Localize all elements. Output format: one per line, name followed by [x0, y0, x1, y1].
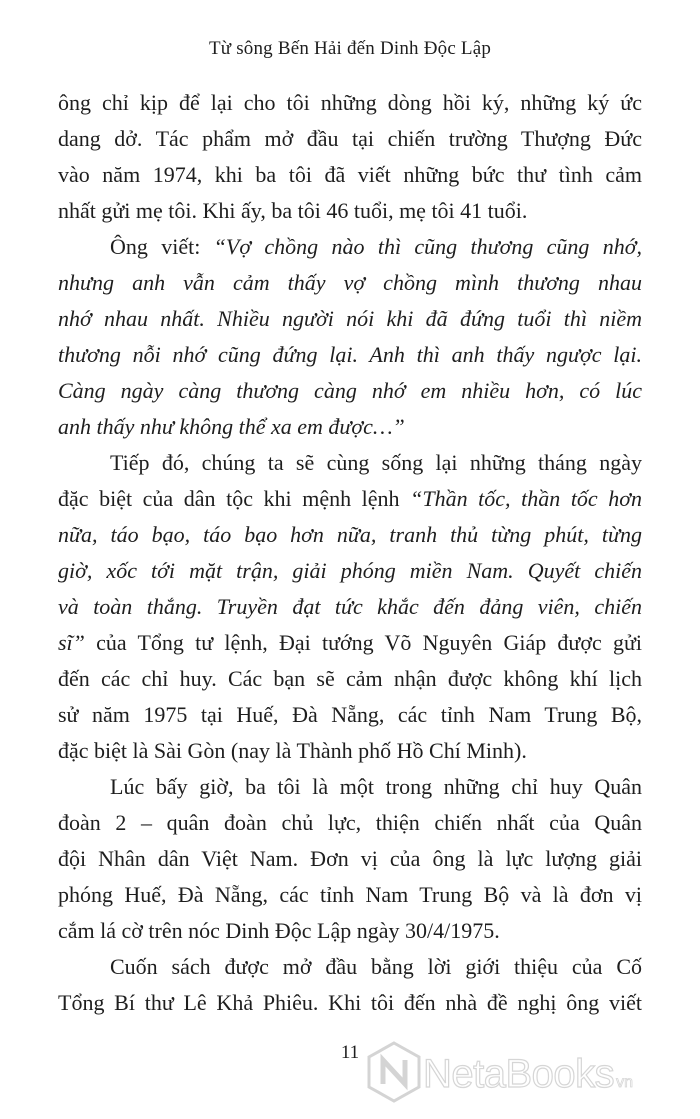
text-line — [58, 697, 642, 733]
running-header: Từ sông Bến Hải đến Dinh Độc Lập — [208, 38, 492, 59]
text-line — [58, 229, 642, 265]
body-text: phóng Huế, Đà Nẵng, các tỉnh Nam Trung Bộ và là đơn vị — [58, 882, 642, 907]
text-line — [58, 121, 642, 157]
text-line — [58, 625, 642, 661]
body-text: Cuốn sách được mở đầu bằng lời giới thiệu của Cố — [110, 954, 642, 979]
watermark-brand: NetaBooks — [423, 1052, 615, 1096]
italic-quote-text: nữa, táo bạo, táo bạo hơn nữa, tranh thủ từng phút, từng — [58, 522, 642, 547]
page-number: 11 — [340, 1042, 360, 1063]
body-text: Lúc bấy giờ, ba tôi là một trong những chỉ huy Quân — [110, 774, 642, 799]
italic-quote-text: thương nỗi nhớ cũng đứng lại. Anh thì anh thấy ngược lại. — [58, 342, 642, 367]
text-line — [58, 841, 642, 877]
body-text: vào năm 1974, khi ba tôi đã viết những bức thư tình cảm — [58, 162, 642, 187]
text-line — [58, 985, 642, 1021]
text-line — [58, 301, 642, 337]
italic-quote-text: “Thần tốc, thần tốc hơn — [410, 486, 642, 511]
text-line — [58, 265, 642, 301]
text-line — [58, 85, 642, 121]
text-line — [58, 913, 642, 949]
body-text: đội Nhân dân Việt Nam. Đơn vị của ông là lực lượng giải — [58, 846, 642, 871]
text-line — [58, 517, 642, 553]
body-text: đoàn 2 – quân đoàn chủ lực, thiện chiến nhất của Quân — [58, 810, 642, 835]
italic-quote-text: và toàn thắng. Truyền đạt tức khắc đến đảng viên, chiến — [58, 594, 642, 619]
body-text: đến các chỉ huy. Các bạn sẽ cảm nhận được không khí lịch — [58, 666, 642, 691]
body-text: nhất gửi mẹ tôi. Khi ấy, ba tôi 46 tuổi, mẹ tôi 41 tuổi. — [58, 198, 528, 223]
text-line — [58, 553, 642, 589]
italic-quote-text: giờ, xốc tới mặt trận, giải phóng miền Nam. Quyết chiến — [58, 558, 642, 583]
body-text: sử năm 1975 tại Huế, Đà Nẵng, các tỉnh Nam Trung Bộ, — [58, 702, 642, 727]
watermark-suffix: vn — [616, 1073, 634, 1091]
text-line — [58, 409, 642, 445]
text-line — [58, 589, 642, 625]
body-text: Tổng Bí thư Lê Khả Phiêu. Khi tôi đến nhà đề nghị ông viết — [58, 990, 642, 1015]
body-text: Ông viết: — [110, 234, 214, 259]
italic-quote-text: Càng ngày càng thương càng nhớ em nhiều hơn, có lúc — [58, 378, 642, 403]
body-text: ông chỉ kịp để lại cho tôi những dòng hồi ký, những ký ức — [58, 90, 642, 115]
text-line — [58, 949, 642, 985]
text-line — [58, 805, 642, 841]
italic-quote-text: nhưng anh vẫn cảm thấy vợ chồng mình thương nhau — [58, 270, 642, 295]
body-text: Tiếp đó, chúng ta sẽ cùng sống lại những tháng ngày — [110, 450, 642, 475]
body-text: đặc biệt là Sài Gòn (nay là Thành phố Hồ Chí Minh). — [58, 738, 527, 763]
text-line — [58, 373, 642, 409]
body-text: dang dở. Tác phẩm mở đầu tại chiến trường Thượng Đức — [58, 126, 642, 151]
body-text: đặc biệt của dân tộc khi mệnh lệnh — [58, 486, 411, 511]
italic-quote-text: nhớ nhau nhất. Nhiều người nói khi đã đứng tuổi thì niềm — [58, 306, 642, 331]
body-text: cắm lá cờ trên nóc Dinh Độc Lập ngày 30/4/1975. — [58, 918, 500, 943]
text-line — [58, 661, 642, 697]
italic-quote-text: sĩ” — [58, 630, 85, 655]
text-line — [58, 445, 642, 481]
page-body-text — [58, 85, 642, 1021]
watermark — [365, 1040, 633, 1109]
text-line — [58, 337, 642, 373]
text-line — [58, 877, 642, 913]
italic-quote-text: anh thấy như không thể xa em được…” — [58, 414, 405, 439]
text-line — [58, 769, 642, 805]
text-line — [58, 157, 642, 193]
italic-quote-text: “Vợ chồng nào thì cũng thương cũng nhớ, — [213, 234, 642, 259]
text-line — [58, 481, 642, 517]
netabooks-logo-icon — [365, 1040, 423, 1109]
text-line — [58, 733, 642, 769]
text-line — [58, 193, 642, 229]
body-text: của Tổng tư lệnh, Đại tướng Võ Nguyên Giáp được gửi — [84, 630, 642, 655]
